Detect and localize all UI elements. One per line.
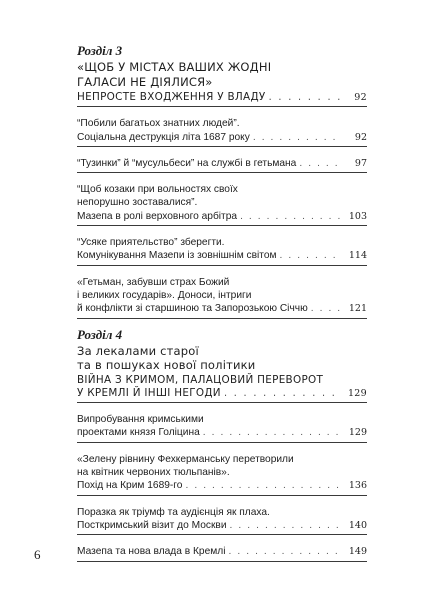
toc-entry (77, 413, 367, 443)
toc-entry-text: «Гетьман, забувши страх Божий (77, 276, 230, 288)
toc-entry-text: Випробування кримськими (77, 414, 204, 426)
toc-entry-text: Соціальна деструкція літа 1687 року (77, 131, 250, 143)
page-ref: 121 (348, 303, 367, 315)
toc-entry-text: Поразка як тріумф та аудієнція як плаха. (77, 506, 270, 518)
page-ref: 149 (348, 546, 367, 558)
toc-entry-text: непорушно зоставалися”. (77, 197, 198, 209)
dot-leader (224, 387, 342, 400)
dot-leader (240, 210, 342, 223)
toc-entry-text: і великих государів». Доноси, інтриги (77, 289, 252, 301)
toc-entry (77, 453, 367, 496)
table-of-contents (77, 44, 367, 562)
dot-leader (269, 91, 343, 104)
dot-leader (280, 249, 342, 262)
toc-entry-text: НЕПРОСТЕ ВХОДЖЕННЯ У ВЛАДУ (77, 91, 266, 103)
toc-entry-text: “Щоб козаки при вольностях своїх (77, 184, 238, 196)
toc-entry-text: Комунікування Мазепи із зовнішнім світом (77, 250, 277, 262)
dot-leader (299, 157, 342, 170)
toc-entry (77, 183, 367, 226)
page-ref: 92 (354, 131, 367, 143)
toc-entry-text: Мазепа та нова влада в Кремлі (77, 546, 226, 558)
chapter-4-label: Розділ 4 (77, 326, 123, 342)
toc-entry (77, 506, 367, 536)
page-ref: 97 (354, 157, 367, 169)
toc-entry (77, 545, 367, 561)
chapter-4-section (77, 328, 367, 562)
toc-entry (77, 91, 367, 107)
dot-leader (230, 519, 342, 532)
dot-leader (185, 479, 342, 492)
toc-entry-text: проектами князя Голіцина (77, 427, 200, 439)
toc-entry-text: «Зелену рівнину Фехкерманську перетворили (77, 453, 294, 465)
toc-entry-text: У КРЕМЛІ Й ІНШІ НЕГОДИ (77, 386, 221, 399)
toc-entry (77, 157, 367, 173)
chapter-3-title-line-2: ГАЛАСИ НЕ ДІЯЛИСЯ» (77, 74, 213, 89)
page-ref: 129 (347, 387, 367, 399)
page-ref: 92 (354, 92, 367, 103)
chapter-3-section (77, 44, 367, 319)
toc-entry (77, 276, 367, 319)
toc-entry (77, 117, 367, 147)
chapter-4-title-line-1: За лекалами старої (77, 343, 199, 358)
dot-leader (253, 131, 342, 144)
page-ref: 129 (348, 427, 367, 439)
toc-entry-text: й конфлікти зі старшиною та Запорозькою Січчю (77, 303, 308, 315)
toc-entry (77, 374, 367, 404)
toc-entry-text: Мазепа в ролі верховного арбітра (77, 210, 238, 222)
dot-leader (311, 302, 342, 315)
dot-leader (203, 426, 342, 439)
dot-leader (228, 545, 342, 558)
page-ref: 114 (348, 250, 367, 262)
toc-entry-text: ВІЙНА З КРИМОМ, ПАЛАЦОВИЙ ПЕРЕВОРОТ (77, 373, 324, 386)
toc-entry (77, 236, 367, 266)
chapter-3-title-line-1: «ЩОБ У МІСТАХ ВАШИХ ЖОДНІ (77, 60, 272, 74)
page-ref: 140 (348, 519, 367, 531)
toc-entry-text: Похід на Крим 1689-го (77, 480, 183, 492)
page-ref: 136 (348, 480, 367, 492)
chapter-3-label: Розділ 3 (77, 43, 123, 58)
toc-entry-text: на квітник червоних тюльпанів». (77, 467, 230, 479)
page-number: 6 (34, 547, 41, 562)
toc-entry-text: Посткримський візит до Москви (77, 519, 227, 531)
page-ref: 103 (348, 210, 367, 222)
toc-entry-text: “Побили багатьох знатних людей”. (77, 118, 240, 130)
toc-entry-text: “Усяке приятельство” зберегти. (77, 237, 225, 249)
chapter-4-title-line-2: та в пошуках нової політики (77, 358, 256, 373)
toc-entry-text: “Тузинки” й “мусульбеси” на службі в гетьмана (77, 157, 297, 169)
